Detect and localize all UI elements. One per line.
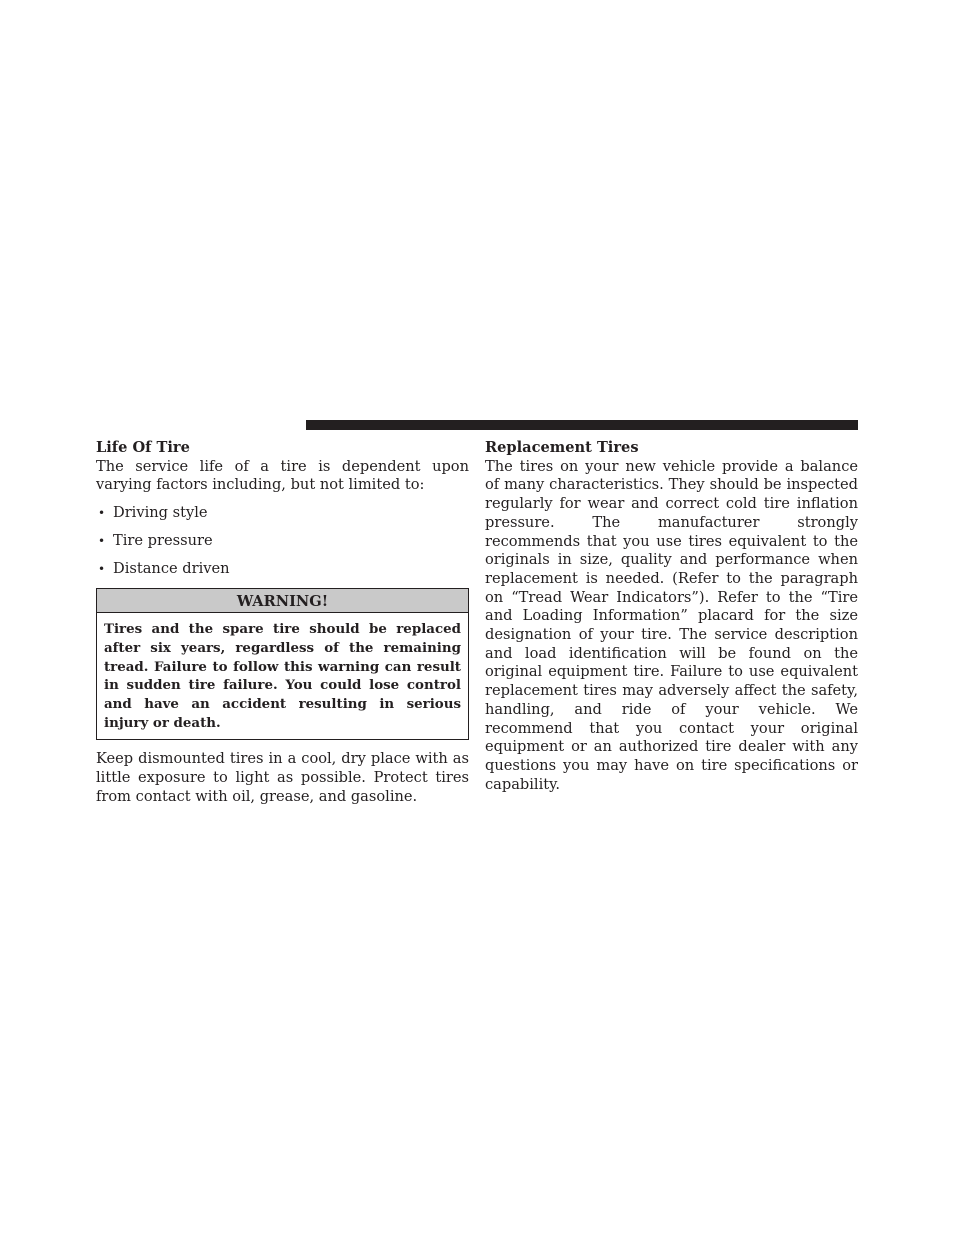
warning-text: Tires and the spare tire should be replaced after six years, regardless of the remaining tread. Failure to follow this warning can result in sudden tire failure. You could lose control and have an accident resulting in serious injury or death. [104,621,461,731]
storage-paragraph: Keep dismounted tires in a cool, dry place with as little exposure to light as possible. Protect tires from contact with oil, grease, and gasoline. [96,750,469,805]
life-of-tire-heading: Life Of Tire [96,439,190,456]
warning-title: WARNING! [97,589,468,613]
life-of-tire-intro: The service life of a tire is dependent upon varying factors including, but not limited to: [96,457,469,494]
list-item-text: Tire pressure [113,532,213,550]
replacement-tires-heading: Replacement Tires [485,439,639,456]
list-item [96,504,469,523]
section-header-rule [306,420,858,430]
list-item [96,560,469,579]
list-item [96,532,469,551]
left-column [96,439,469,806]
bullet-icon: • [98,534,106,549]
warning-box [96,588,469,740]
list-item-text: Distance driven [113,560,230,578]
list-item-text: Driving style [113,504,208,522]
bullet-icon: • [98,562,106,577]
factor-list [96,504,469,579]
right-column [485,439,858,794]
replacement-tires-paragraph: The tires on your new vehicle provide a balance of many characteristics. They should be inspected regularly for wear and correct cold tire inflation pressure. The manufacturer strongly recommends that you use tires equivalent to the originals in size, quality and performance when replacement is needed. (Refer to the paragraph on “Tread Wear Indicators”). Refer to the “Tire and Loading Information” placard for the size designation of your tire. The service description and load identification will be found on the original equipment tire. Failure to use equivalent replacement tires may adversely affect the safety, handling, and ride of your vehicle. We recommend that you contact your original equipment or an authorized tire dealer with any questions you may have on tire specifications or capability. [485,457,858,793]
bullet-icon: • [98,506,106,521]
